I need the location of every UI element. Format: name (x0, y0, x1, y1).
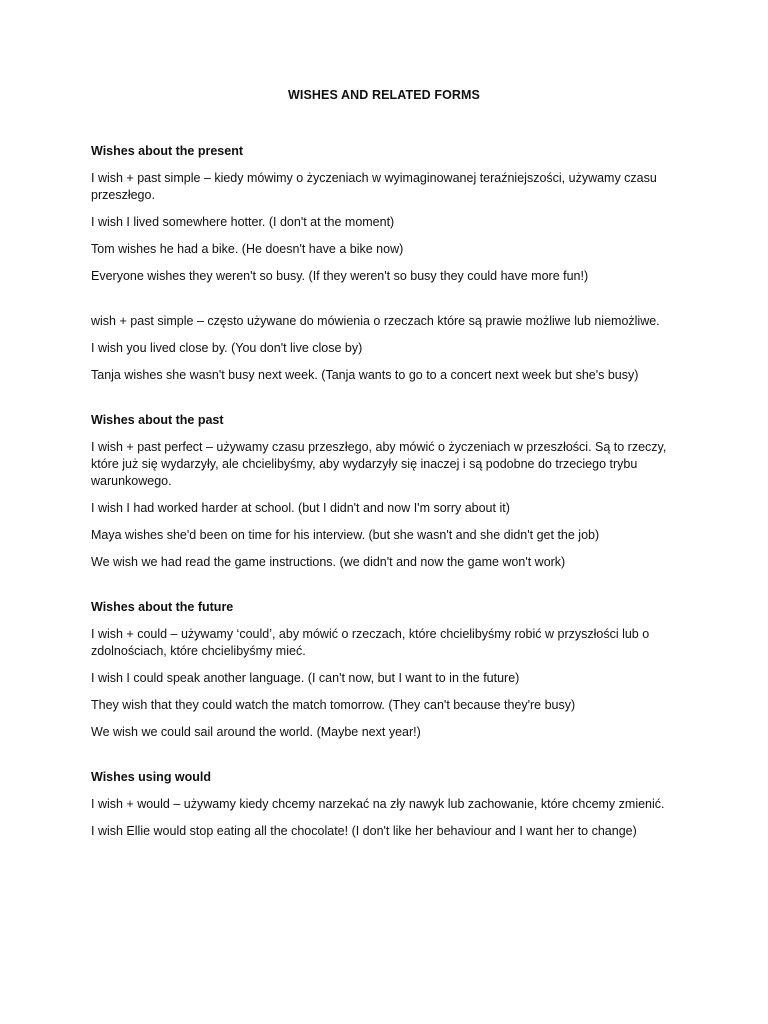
section-past (91, 412, 691, 571)
paragraph: We wish we could sail around the world. (Maybe next year!) (91, 725, 421, 739)
paragraph: Tanja wishes she wasn't busy next week. (Tanja wants to go to a concert next week but she's busy) (91, 368, 639, 382)
paragraph: I wish I lived somewhere hotter. (I don't at the moment) (91, 215, 395, 229)
paragraph: I wish + past perfect – używamy czasu przeszłego, aby mówić o życzeniach w przeszłości. Są to rzeczy, które już się wydarzyły, ale chcielibyśmy, aby wydarzyły się inaczej i są podobne do trzeciego trybu warunkowego. (91, 440, 667, 488)
section-would (91, 769, 691, 840)
section-future (91, 599, 691, 741)
paragraph: I wish I could speak another language. (I can't now, but I want to in the future) (91, 671, 520, 685)
paragraph: Everyone wishes they weren't so busy. (If they weren't so busy they could have more fun!) (91, 269, 589, 283)
section-heading: Wishes about the past (91, 413, 224, 427)
spacer (91, 295, 691, 313)
spacer (91, 394, 691, 412)
paragraph: They wish that they could watch the match tomorrow. (They can't because they're busy) (91, 698, 576, 712)
paragraph: I wish you lived close by. (You don't live close by) (91, 341, 363, 355)
spacer (91, 751, 691, 769)
paragraph: wish + past simple – często używane do mówienia o rzeczach które są prawie możliwe lub niemożliwe. (91, 314, 660, 328)
paragraph: I wish + could – używamy ‘could’, aby mówić o rzeczach, które chcielibyśmy robić w przyszłości lub o zdolnościach, które chcielibyśmy mieć. (91, 627, 650, 658)
paragraph: Maya wishes she'd been on time for his interview. (but she wasn't and she didn't get the job) (91, 528, 600, 542)
section-present (91, 143, 691, 285)
section-heading: Wishes about the present (91, 144, 243, 158)
paragraph: We wish we had read the game instructions. (we didn't and now the game won't work) (91, 555, 566, 569)
section-wish-past-simple (91, 313, 691, 384)
paragraph: Tom wishes he had a bike. (He doesn't have a bike now) (91, 242, 404, 256)
document-body (91, 143, 691, 850)
paragraph: I wish I had worked harder at school. (but I didn't and now I'm sorry about it) (91, 501, 510, 515)
page-title: WISHES AND RELATED FORMS (288, 88, 480, 102)
section-heading: Wishes about the future (91, 600, 234, 614)
section-heading: Wishes using would (91, 770, 212, 784)
paragraph: I wish Ellie would stop eating all the chocolate! (I don't like her behaviour and I want her to change) (91, 824, 637, 838)
paragraph: I wish + would – używamy kiedy chcemy narzekać na zły nawyk lub zachowanie, które chcemy zmienić. (91, 797, 665, 811)
paragraph: I wish + past simple – kiedy mówimy o życzeniach w wyimaginowanej teraźniejszości, używamy czasu przeszłego. (91, 171, 657, 202)
spacer (91, 581, 691, 599)
